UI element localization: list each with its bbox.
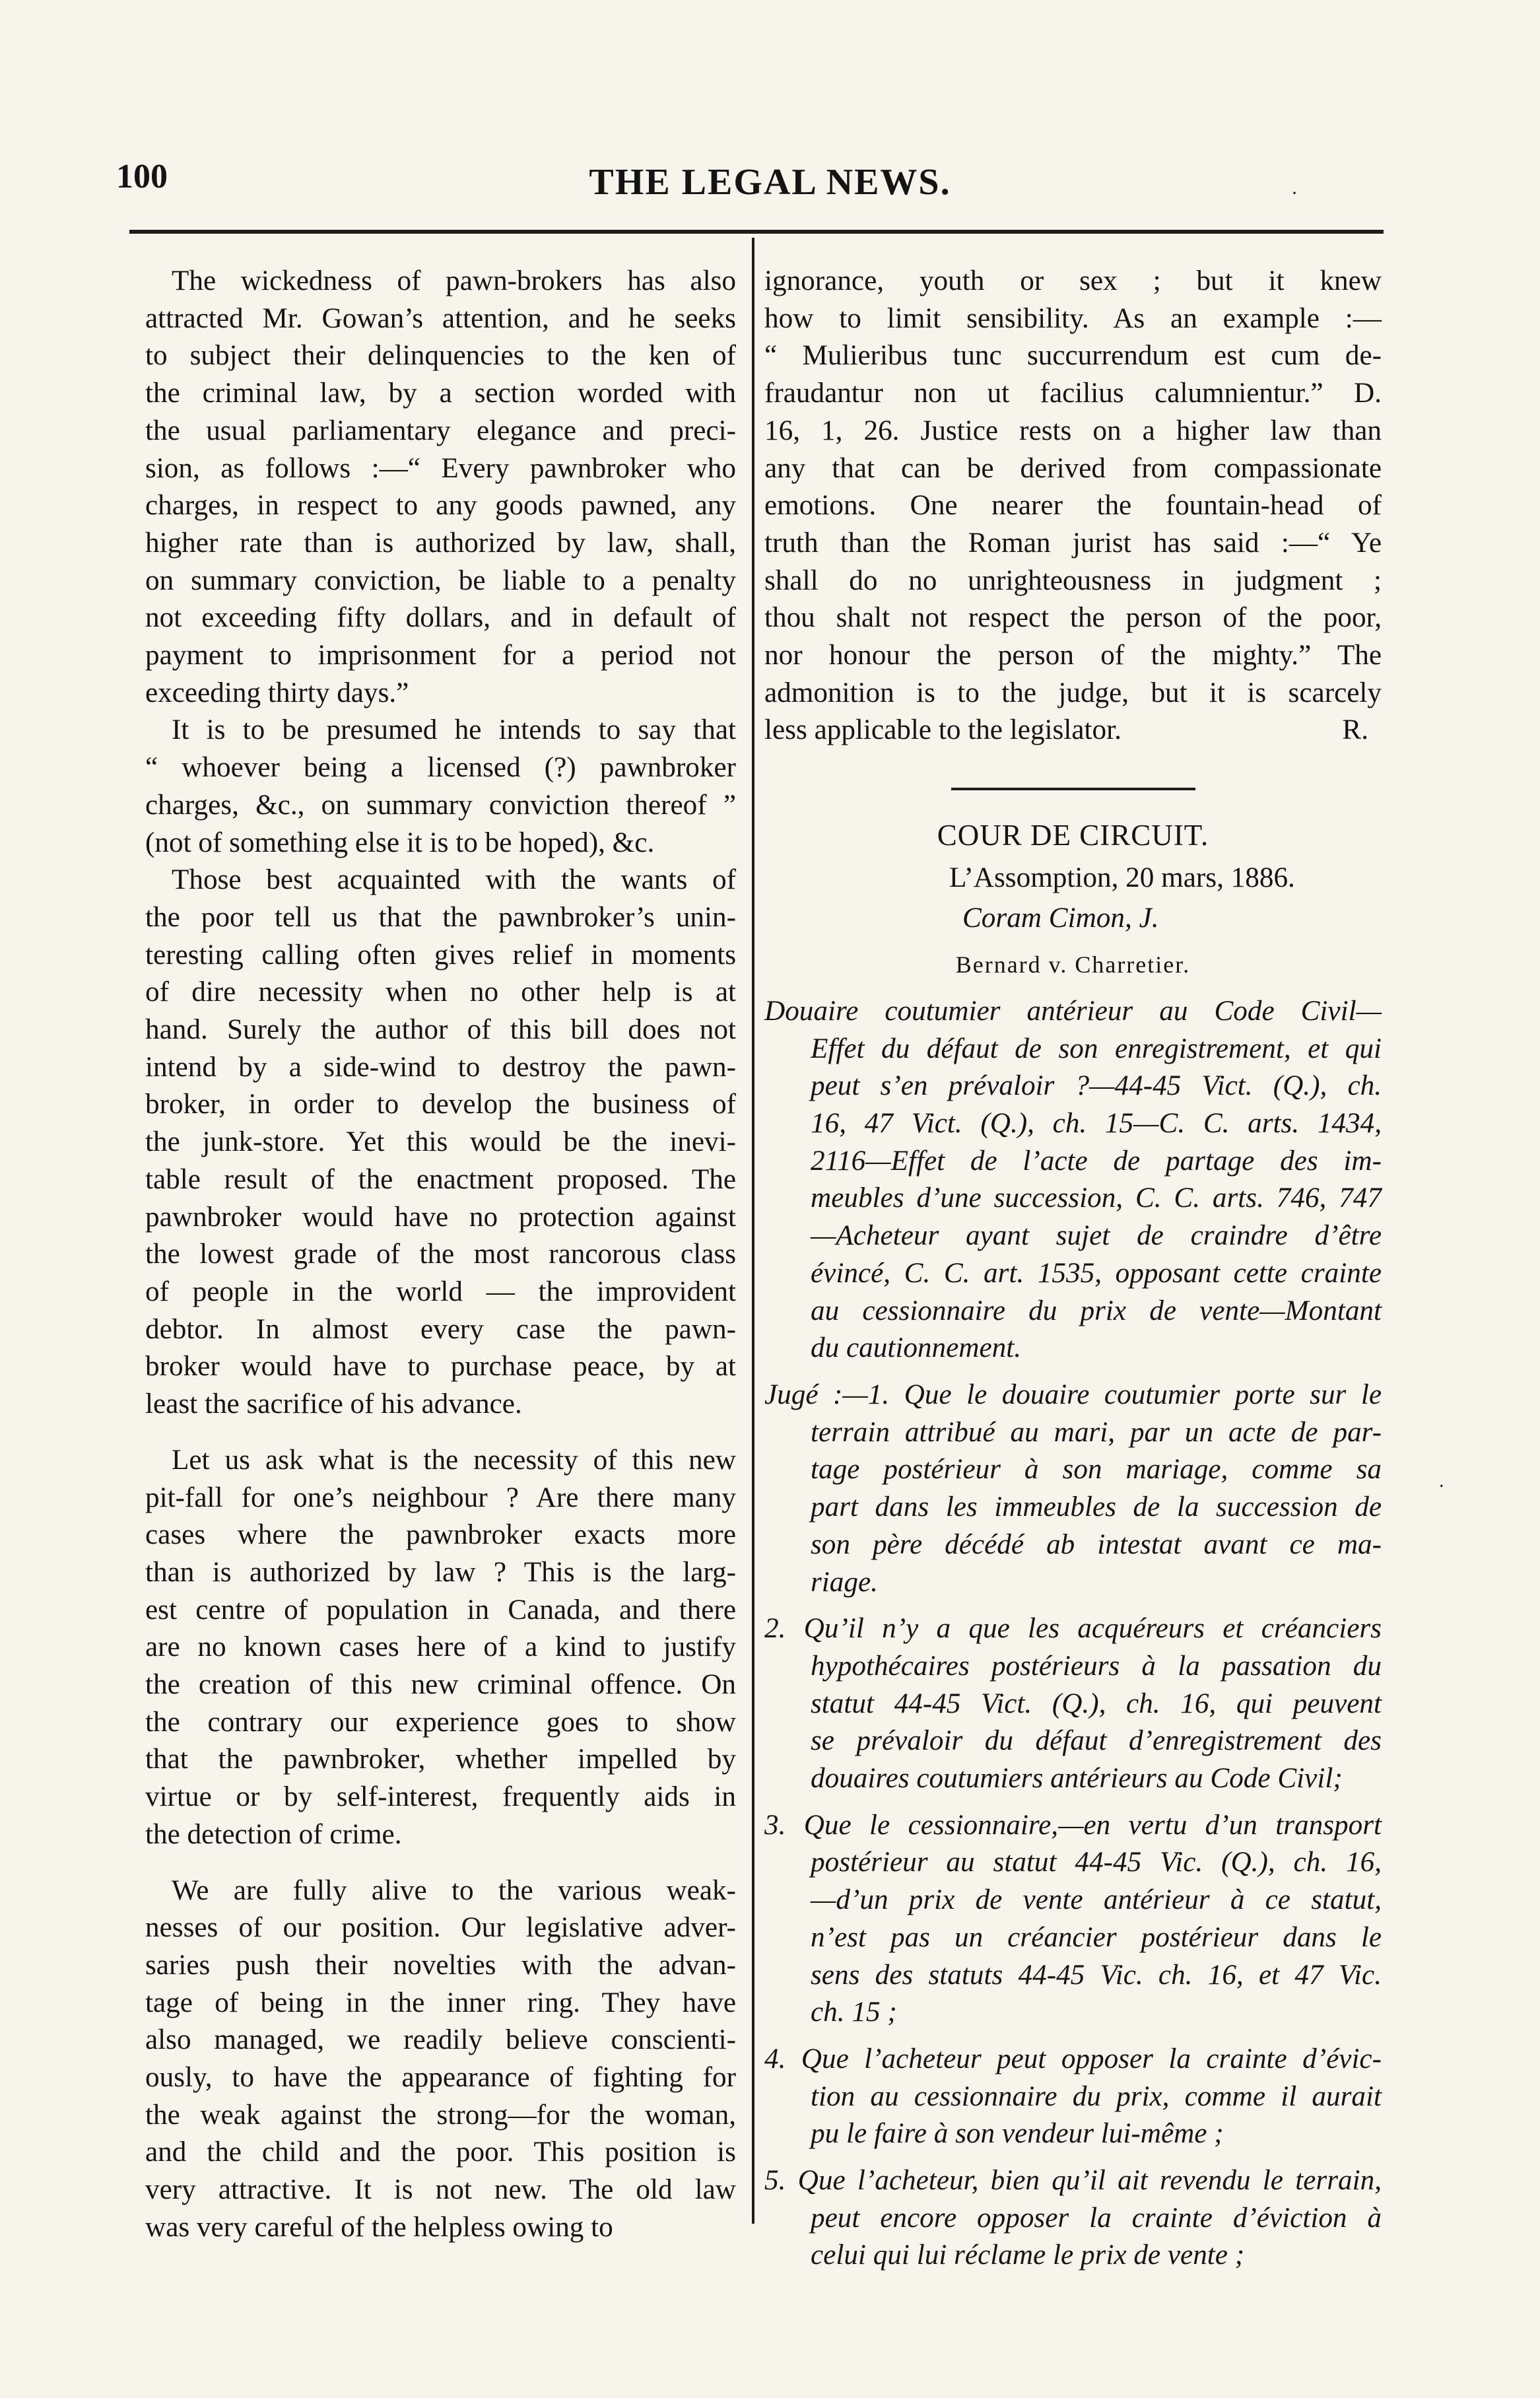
text-line: 3. Que le cessionnaire,—en vertu d’un transport xyxy=(764,1809,1382,1841)
text-line: on summary conviction, be liable to a penalty xyxy=(145,565,736,596)
text-line: admonition is to the judge, but it is scarcely xyxy=(764,677,1382,708)
text-line: the detection of crime. xyxy=(145,1818,402,1850)
text-line: intend by a side-wind to destroy the pawn- xyxy=(145,1051,736,1083)
paragraph-presumed xyxy=(119,712,736,862)
text-line: Douaire coutumier antérieur au Code Civil— xyxy=(764,995,1382,1027)
text-line: —d’un prix de vente antérieur à ce statut, xyxy=(811,1884,1382,1916)
stray-mark: · xyxy=(1291,182,1298,204)
text-line: (not of something else it is to be hoped), &c. xyxy=(145,827,655,858)
paragraph-pawnbrokers xyxy=(119,263,736,712)
text-line: peut s’en prévaloir ?—44-45 Vict. (Q.), ch. xyxy=(811,1070,1382,1102)
text-line: sion, as follows :—“ Every pawnbroker who xyxy=(145,452,736,484)
text-line: riage. xyxy=(811,1566,878,1598)
text-line: évincé, C. C. art. 1535, opposant cette crainte xyxy=(811,1257,1382,1289)
text-line: est centre of population in Canada, and there xyxy=(145,1594,736,1626)
holding-5 xyxy=(764,2162,1382,2275)
text-line: Those best acquainted with the wants of xyxy=(172,864,736,896)
text-line: ch. 15 ; xyxy=(811,1997,897,2028)
text-line: hypothécaires postérieurs à la passation du xyxy=(811,1650,1382,1682)
text-line: du cautionnement. xyxy=(811,1332,1022,1364)
court-judge: Coram Cimon, J. xyxy=(962,902,1159,934)
text-line: nesses of our position. Our legislative adver- xyxy=(145,1912,736,1944)
text-line: the contrary our experience goes to show xyxy=(145,1706,736,1738)
text-line: payment to imprisonment for a period not xyxy=(145,640,736,671)
text-line: attracted Mr. Gowan’s attention, and he seeks xyxy=(145,302,736,334)
text-line: the weak against the strong—for the woman, xyxy=(145,2099,736,2131)
text-line: Effet du défaut de son enregistrement, et qui xyxy=(811,1033,1382,1064)
text-line: are no known cases here of a kind to justify xyxy=(145,1631,736,1663)
stray-mark: . xyxy=(1439,1470,1444,1491)
text-line: ignorance, youth or sex ; but it knew xyxy=(764,265,1382,296)
text-line: It is to be presumed he intends to say that xyxy=(172,714,736,746)
text-line: We are fully alive to the various weak- xyxy=(172,1874,736,1906)
text-line: Let us ask what is the necessity of this new xyxy=(172,1444,736,1476)
text-line: the criminal law, by a section worded with xyxy=(145,378,736,409)
text-line: and the child and the poor. This position is xyxy=(145,2137,736,2168)
text-line: cases where the pawnbroker exacts more xyxy=(145,1519,736,1551)
text-line: of dire necessity when no other help is at xyxy=(145,976,736,1008)
headnote xyxy=(764,993,1382,1367)
text-line: least the sacrifice of his advance. xyxy=(145,1388,522,1420)
text-line: table result of the enactment proposed. The xyxy=(145,1163,736,1195)
text-line: son père décédé ab intestat avant ce ma- xyxy=(811,1528,1382,1560)
author-signature: R. xyxy=(1342,714,1368,746)
text-line: virtue or by self-interest, frequently aids in xyxy=(145,1781,736,1813)
text-line: 16, 1, 26. Justice rests on a higher law than xyxy=(764,415,1382,446)
holding-4 xyxy=(764,2041,1382,2153)
text-line: meubles d’une succession, C. C. arts. 746, 747 xyxy=(811,1182,1382,1214)
text-line: peut encore opposer la crainte d’éviction à xyxy=(811,2202,1382,2234)
holding-1 xyxy=(764,1377,1382,1601)
text-line: broker, in order to develop the business of xyxy=(145,1089,736,1120)
text-line: pu le faire à son vendeur lui-même ; xyxy=(811,2118,1224,2150)
text-line: broker would have to purchase peace, by at xyxy=(145,1351,736,1383)
column-divider xyxy=(752,238,754,2224)
text-line: the creation of this new criminal offence. On xyxy=(145,1669,736,1701)
text-line: postérieur au statut 44-45 Vic. (Q.), ch. 16, xyxy=(811,1847,1382,1878)
paragraph-ignorance xyxy=(764,263,1382,749)
text-line: tion au cessionnaire du prix, comme il aurait xyxy=(811,2080,1382,2112)
text-line: debtor. In almost every case the pawn- xyxy=(145,1313,736,1345)
text-line: pawnbroker would have no protection against xyxy=(145,1201,736,1233)
text-line: se prévaloir du défaut d’enregistrement des xyxy=(811,1725,1382,1757)
text-line: pit-fall for one’s neighbour ? Are there many xyxy=(145,1482,736,1513)
paragraph-poor xyxy=(119,862,736,1423)
text-line: fraudantur non ut facilius calumnientur.” D. xyxy=(764,378,1382,409)
text-line: truth than the Roman jurist has said :—“ Ye xyxy=(764,527,1382,559)
text-line: “ whoever being a licensed (?) pawnbroker xyxy=(145,752,736,784)
text-line: thou shalt not respect the person of the poor, xyxy=(764,602,1382,634)
text-line: any that can be derived from compassionate xyxy=(764,452,1382,484)
court-place-date: L’Assomption, 20 mars, 1886. xyxy=(949,862,1295,893)
text-line: that the pawnbroker, whether impelled by xyxy=(145,1744,736,1775)
text-line: higher rate than is authorized by law, shall, xyxy=(145,527,736,559)
text-line: statut 44-45 Vict. (Q.), ch. 16, qui peuvent xyxy=(811,1688,1382,1719)
text-line: the junk-store. Yet this would be the inevi- xyxy=(145,1126,736,1158)
text-line: exceeding thirty days.” xyxy=(145,677,409,708)
text-line: tage of being in the inner ring. They have xyxy=(145,1987,736,2018)
holding-2 xyxy=(764,1610,1382,1798)
text-line: tage postérieur à son mariage, comme sa xyxy=(811,1454,1382,1486)
paragraph-weaknesses xyxy=(119,1872,736,2247)
text-line: ously, to have the appearance of fighting for xyxy=(145,2062,736,2094)
text-line: “ Mulieribus tunc succurrendum est cum de- xyxy=(764,340,1382,372)
text-line: au cessionnaire du prix de vente—Montant xyxy=(811,1295,1382,1326)
section-rule xyxy=(951,788,1195,790)
text-line: the usual parliamentary elegance and preci- xyxy=(145,415,736,446)
page-number: 100 xyxy=(116,158,168,195)
text-line: —Acheteur ayant sujet de craindre d’être xyxy=(811,1220,1382,1252)
text-line: shall do no unrighteousness in judgment ; xyxy=(764,565,1382,596)
text-line: the lowest grade of the most rancorous class xyxy=(145,1239,736,1270)
text-line: saries push their novelties with the advan- xyxy=(145,1949,736,1981)
text-line: emotions. One nearer the fountain-head of xyxy=(764,490,1382,522)
text-line: not exceeding fifty dollars, and in default of xyxy=(145,602,736,634)
text-line: hand. Surely the author of this bill does not xyxy=(145,1014,736,1046)
text-line: of people in the world — the improvident xyxy=(145,1276,736,1307)
text-line: less applicable to the legislator. R. xyxy=(764,712,1382,749)
left-column xyxy=(119,263,736,2247)
text-line: was very careful of the helpless owing to xyxy=(145,2211,613,2243)
text-line: celui qui lui réclame le prix de vente ; xyxy=(811,2240,1245,2271)
text-line: charges, in respect to any goods pawned, any xyxy=(145,490,736,522)
text-line: Jugé :—1. Que le douaire coutumier porte sur le xyxy=(764,1379,1382,1410)
running-title: THE LEGAL NEWS. xyxy=(589,162,951,203)
text-line: to subject their delinquencies to the ken of xyxy=(145,340,736,372)
holding-3 xyxy=(764,1807,1382,2032)
text-line: n’est pas un créancier postérieur dans le xyxy=(811,1921,1382,1953)
text-line: than is authorized by law ? This is the larg- xyxy=(145,1556,736,1588)
text-line: douaires coutumiers antérieurs au Code Civil; xyxy=(811,1763,1343,1795)
text-line: sens des statuts 44-45 Vic. ch. 16, et 47 Vic. xyxy=(811,1959,1382,1991)
text-line: 2. Qu’il n’y a que les acquéreurs et créanciers xyxy=(764,1613,1382,1645)
paragraph-necessity xyxy=(119,1442,736,1854)
right-column xyxy=(764,263,1382,2275)
text-line: charges, &c., on summary conviction thereof ” xyxy=(145,789,736,821)
text-line: part dans les immeubles de la succession de xyxy=(811,1491,1382,1523)
text-line: teresting calling often gives relief in moments xyxy=(145,939,736,971)
text-line: the poor tell us that the pawnbroker’s unin- xyxy=(145,901,736,933)
text-line: 2116—Effet de l’acte de partage des im- xyxy=(811,1145,1382,1177)
court-title: COUR DE CIRCUIT. xyxy=(937,819,1209,852)
text-line: how to limit sensibility. As an example :— xyxy=(764,302,1382,334)
text-line: also managed, we readily believe conscienti- xyxy=(145,2024,736,2056)
text-line: very attractive. It is not new. The old law xyxy=(145,2174,736,2206)
case-name: Bernard v. Charretier. xyxy=(955,951,1191,978)
text-line: terrain attribué au mari, par un acte de par- xyxy=(811,1416,1382,1448)
text-line: 5. Que l’acheteur, bien qu’il ait revendu le terrain, xyxy=(764,2165,1382,2197)
text-line: nor honour the person of the mighty.” The xyxy=(764,640,1382,671)
text-line: The wickedness of pawn-brokers has also xyxy=(172,265,736,296)
text-line: 4. Que l’acheteur peut opposer la crainte d’évic- xyxy=(764,2043,1382,2074)
text-line: 16, 47 Vict. (Q.), ch. 15—C. C. arts. 1434, xyxy=(811,1108,1382,1140)
header-rule xyxy=(129,230,1384,234)
